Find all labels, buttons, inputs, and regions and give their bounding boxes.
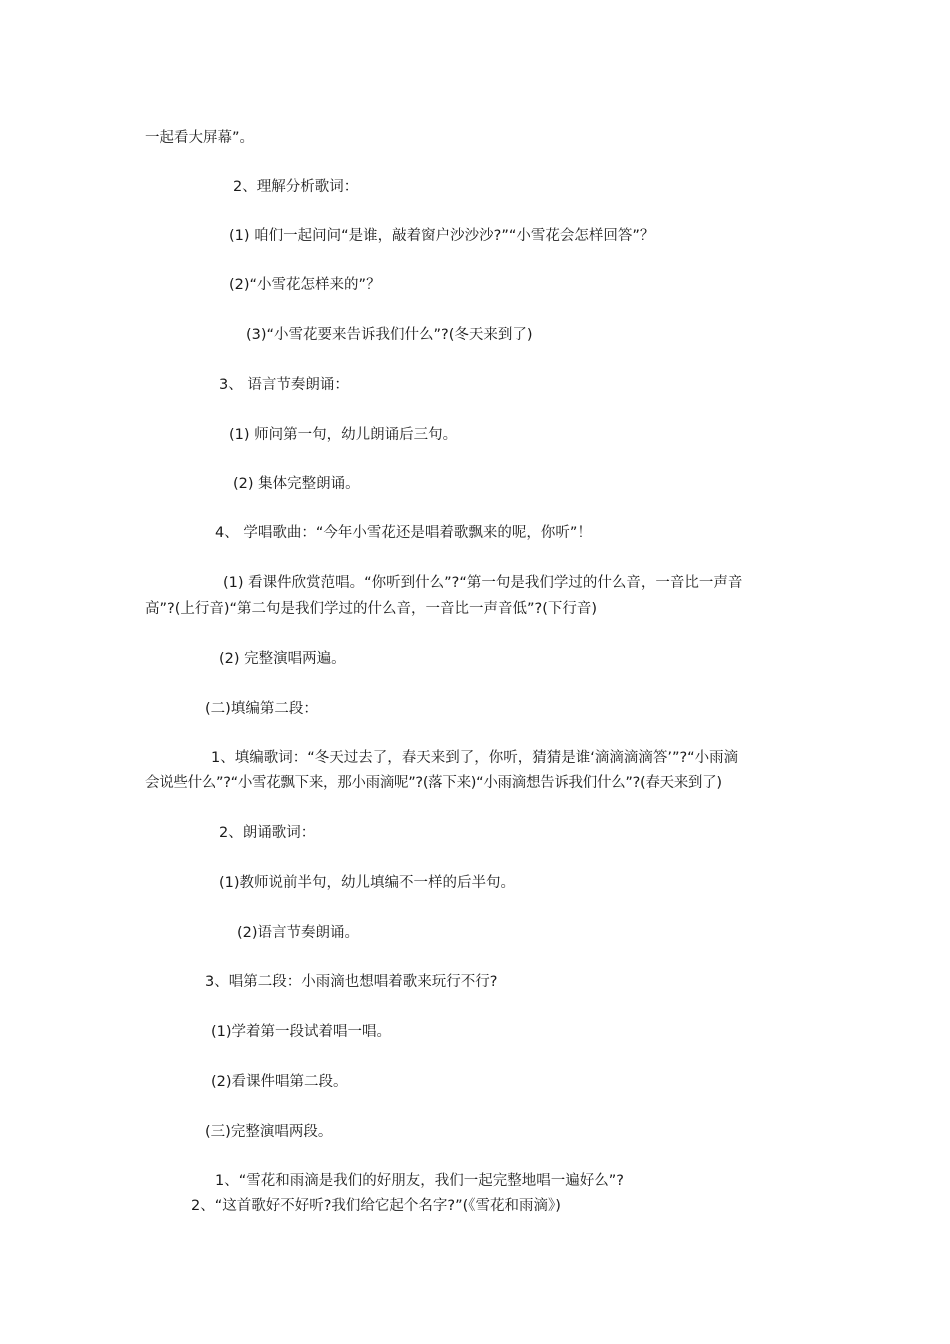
text-line-13: (二)填编第二段： [205, 701, 318, 717]
text-line-6: 3、 语言节奏朗诵： [219, 377, 349, 393]
text-line-23: 1、“雪花和雨滴是我们的好朋友，我们一起完整地唱一遍好么”? [215, 1173, 624, 1189]
text-line-11: 高”?(上行音)“第二句是我们学过的什么音，一音比一声音低”?(下行音) [145, 601, 598, 617]
text-line-5: (3)“小雪花要来告诉我们什么”?(冬天来到了) [246, 327, 533, 343]
text-line-17: (1)教师说前半句，幼儿填编不一样的后半句。 [219, 875, 516, 891]
text-line-22: (三)完整演唱两段。 [205, 1124, 333, 1140]
text-line-21: (2)看课件唱第二段。 [211, 1074, 348, 1090]
text-line-15: 会说些什么”?“小雪花飘下来，那小雨滴呢”?(落下来)“小雨滴想告诉我们什么”?(春天来到了) [145, 775, 722, 791]
text-line-20: (1)学着第一段试着唱一唱。 [211, 1024, 392, 1040]
text-line-4: (2)“小雪花怎样来的”？ [229, 277, 381, 293]
text-line-7: (1) 师问第一句，幼儿朗诵后三句。 [229, 427, 458, 443]
text-line-14: 1、填编歌词：“冬天过去了，春天来到了，你听，猜猜是谁‘滴滴滴滴答’”?“小雨滴 [211, 750, 739, 766]
text-line-24: 2、“这首歌好不好听?我们给它起个名字?”(《雪花和雨滴》) [191, 1198, 561, 1214]
text-line-8: (2) 集体完整朗诵。 [233, 476, 360, 492]
text-line-12: (2) 完整演唱两遍。 [219, 651, 346, 667]
text-line-10: (1) 看课件欣赏范唱。“你听到什么”?“第一句是我们学过的什么音，一音比一声音 [223, 575, 743, 591]
text-line-9: 4、 学唱歌曲：“今年小雪花还是唱着歌飘来的呢，你听”！ [215, 525, 592, 541]
text-line-2: 2、理解分析歌词： [233, 179, 359, 195]
text-line-18: (2)语言节奏朗诵。 [237, 925, 360, 941]
text-line-3: (1) 咱们一起问问“是谁，敲着窗户沙沙沙?”“小雪花会怎样回答”？ [229, 228, 655, 244]
text-line-19: 3、唱第二段：小雨滴也想唱着歌来玩行不行? [205, 974, 498, 990]
text-line-16: 2、朗诵歌词： [219, 825, 316, 841]
text-line-1: 一起看大屏幕”。 [145, 130, 255, 146]
